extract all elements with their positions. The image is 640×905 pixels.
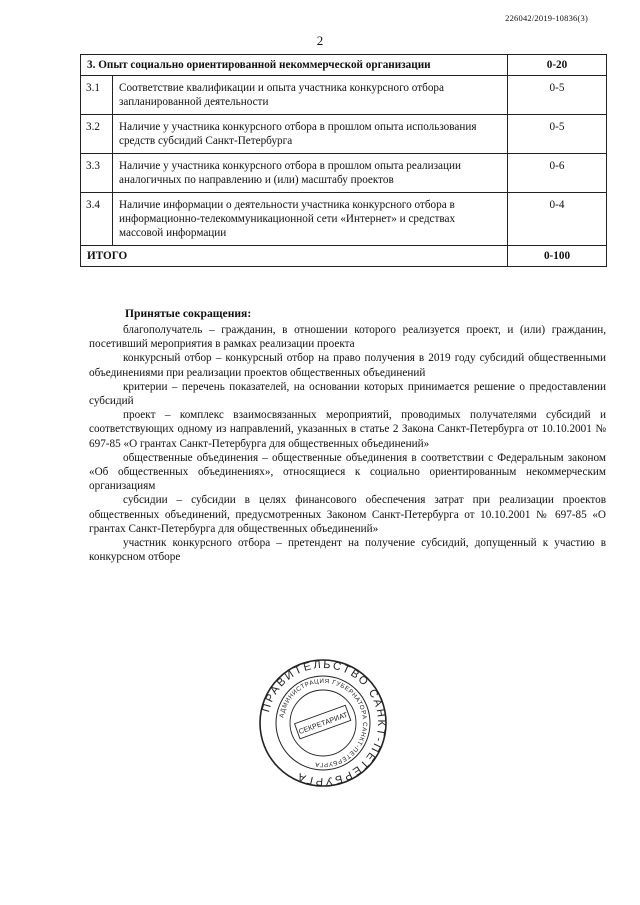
table-row bbox=[81, 115, 607, 154]
abbreviations-title: Принятые сокращения: bbox=[125, 307, 252, 320]
definition-item: конкурсный отбор – конкурсный отбор на право получения в 2019 году субсидий общественными объединениями при реализации проектов общественных объединений bbox=[89, 352, 606, 379]
seal-inner-text: АДМИНИСТРАЦИЯ ГУБЕРНАТОРА САНКТ-ПЕТЕРБУРГА bbox=[278, 677, 369, 769]
total-label: ИТОГО bbox=[81, 246, 508, 267]
row-score: 0-6 bbox=[508, 154, 607, 193]
table-row bbox=[81, 154, 607, 193]
table-section-header bbox=[81, 55, 607, 76]
criteria-table bbox=[80, 54, 607, 267]
row-criterion: Наличие информации о деятельности участника конкурсного отбора в информационно-телекоммуникационной сети «Интернет» и средствах массовой информации bbox=[113, 193, 508, 246]
total-score: 0-100 bbox=[508, 246, 607, 267]
section-score: 0-20 bbox=[508, 55, 607, 76]
row-number: 3.4 bbox=[81, 193, 113, 246]
row-score: 0-5 bbox=[508, 115, 607, 154]
seal-outer-text: ПРАВИТЕЛЬСТВО САНКТ-ПЕТЕРБУРГА bbox=[260, 658, 388, 788]
row-criterion: Наличие у участника конкурсного отбора в прошлом опыта реализации аналогичных по направлению и (или) масштабу проектов bbox=[113, 154, 508, 193]
definition-item: проект – комплекс взаимосвязанных мероприятий, проводимых получателями субсидий и соответствующих одному из направлений, указанных в статье 2 Закона Санкт-Петербурга от 10.10.2001 № 697-85 «О грантах Санкт-Петербурга для общественных объединений» bbox=[89, 409, 606, 450]
definition-item: субсидии – субсидии в целях финансового обеспечения затрат при реализации проектов общественных объединений, предусмотренных Законом Санкт-Петербурга от 10.10.2001 № 697-85 «О грантах Санкт-Петербурга для общественных объединений» bbox=[89, 494, 606, 535]
definition-item: общественные объединения – общественные объединения в соответствии с Федеральным законом «Об общественных объединениях», относящиеся к социально ориентированным некоммерческим организациям bbox=[89, 451, 606, 493]
table-row bbox=[81, 193, 607, 246]
section-title: 3. Опыт социально ориентированной некоммерческой организации bbox=[81, 55, 508, 76]
abbreviations-list bbox=[89, 323, 606, 564]
row-number: 3.1 bbox=[81, 76, 113, 115]
row-score: 0-4 bbox=[508, 193, 607, 246]
secretariat-seal-stamp bbox=[258, 658, 388, 788]
page-number: 2 bbox=[316, 33, 324, 48]
definition-item: благополучатель – гражданин, в отношении которого реализуется проект, и (или) гражданин, посетивший мероприятия в рамках реализации проекта bbox=[89, 324, 606, 351]
row-criterion: Наличие у участника конкурсного отбора в прошлом опыта использования средств субсидий Санкт-Петербурга bbox=[113, 115, 508, 154]
seal-center-label bbox=[295, 705, 351, 739]
definition-item: участник конкурсного отбора – претендент на получение субсидий, допущенный к участию в конкурсном отборе bbox=[89, 537, 606, 564]
table-row bbox=[81, 76, 607, 115]
row-criterion: Соответствие квалификации и опыта участника конкурсного отбора запланированной деятельности bbox=[113, 76, 508, 115]
table-total-row bbox=[81, 246, 607, 267]
definition-item: критерии – перечень показателей, на основании которых принимается решение о предоставлении субсидий bbox=[89, 380, 606, 408]
row-number: 3.3 bbox=[81, 154, 113, 193]
document-id: 226042/2019-10836(3) bbox=[505, 13, 588, 23]
row-score: 0-5 bbox=[508, 76, 607, 115]
svg-text:СЕКРЕТАРИАТ: СЕКРЕТАРИАТ bbox=[297, 709, 349, 737]
row-number: 3.2 bbox=[81, 115, 113, 154]
